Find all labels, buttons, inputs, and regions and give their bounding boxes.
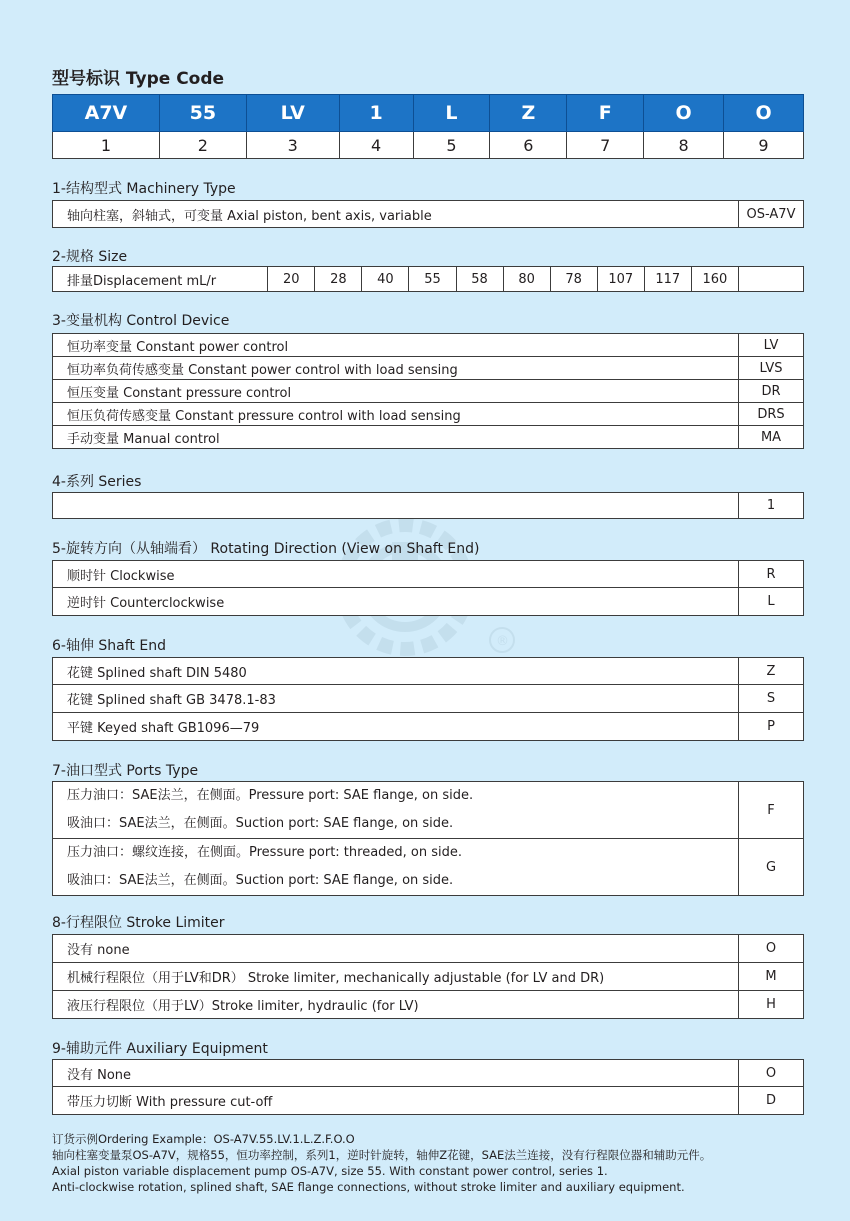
option-code: F [739, 782, 804, 839]
size-empty-cell [738, 267, 803, 292]
option-code: D [739, 1087, 804, 1115]
option-code: R [739, 561, 804, 588]
type-code-cell-7: F [567, 95, 644, 132]
svg-text:®: ® [496, 634, 509, 649]
option-desc [53, 782, 739, 839]
ordering-example-line: Axial piston variable displacement pump OS-A7V, size 55. With constant power control, series 1. [52, 1164, 608, 1178]
section-title-machinery-type: 1-结构型式 Machinery Type [52, 181, 236, 197]
section-title-control-device: 3-变量机构 Control Device [52, 313, 230, 329]
option-desc [53, 493, 739, 519]
option-desc: 恒功率负荷传感变量 Constant power control with load sensing [53, 357, 739, 380]
option-code: O [739, 935, 804, 963]
size-value: 107 [597, 267, 644, 292]
option-code: OS-A7V [739, 201, 804, 228]
shaft-end-table [52, 657, 804, 741]
control-device-table [52, 333, 804, 449]
option-code: Z [739, 658, 804, 685]
type-code-number-7: 7 [567, 132, 644, 159]
type-code-table [52, 94, 804, 159]
size-value: 78 [550, 267, 597, 292]
rotating-direction-table [52, 560, 804, 616]
option-code: LV [739, 334, 804, 357]
section-title-stroke-limiter: 8-行程限位 Stroke Limiter [52, 915, 225, 931]
size-value: 55 [409, 267, 456, 292]
option-desc: 机械行程限位（用于LV和DR） Stroke limiter, mechanically adjustable (for LV and DR) [53, 963, 739, 991]
type-code-cell-1: A7V [53, 95, 160, 132]
option-code: DRS [739, 403, 804, 426]
option-code: L [739, 588, 804, 616]
option-desc-line: 吸油口：SAE法兰，在侧面。Suction port: SAE flange, on side. [67, 873, 454, 888]
type-code-cell-8: O [644, 95, 724, 132]
type-code-number-5: 5 [413, 132, 490, 159]
size-value: 117 [644, 267, 691, 292]
option-desc-line: 压力油口：SAE法兰，在侧面。Pressure port: SAE flange, on side. [67, 788, 474, 803]
size-value: 28 [315, 267, 362, 292]
section-title-ports-type: 7-油口型式 Ports Type [52, 763, 199, 779]
type-code-number-2: 2 [159, 132, 246, 159]
option-desc: 没有 none [53, 935, 739, 963]
type-code-cell-9: O [724, 95, 804, 132]
option-code: S [739, 685, 804, 713]
option-desc-line: 压力油口：螺纹连接，在侧面。Pressure port: threaded, on side. [67, 845, 463, 860]
option-desc: 手动变量 Manual control [53, 426, 739, 449]
option-code: P [739, 713, 804, 741]
series-table [52, 492, 804, 519]
type-code-number-9: 9 [724, 132, 804, 159]
auxiliary-equipment-table [52, 1059, 804, 1115]
section-title-size: 2-规格 Size [52, 249, 128, 265]
section-title-series: 4-系列 Series [52, 474, 142, 490]
section-title-rotating-direction: 5-旋转方向（从轴端看） Rotating Direction (View on Shaft End) [52, 541, 480, 557]
size-value: 160 [691, 267, 738, 292]
machinery-type-table [52, 200, 804, 228]
size-value: 58 [456, 267, 503, 292]
option-desc [53, 839, 739, 896]
size-value: 20 [268, 267, 315, 292]
option-desc: 花键 Splined shaft DIN 5480 [53, 658, 739, 685]
displacement-label: 排量Displacement mL/r [53, 267, 268, 292]
option-desc: 液压行程限位（用于LV）Stroke limiter, hydraulic (for LV) [53, 991, 739, 1019]
ordering-example-line: 订货示例Ordering Example：OS-A7V.55.LV.1.L.Z.F.O.O [52, 1132, 355, 1146]
option-code: H [739, 991, 804, 1019]
option-desc: 平键 Keyed shaft GB1096—79 [53, 713, 739, 741]
type-code-number-8: 8 [644, 132, 724, 159]
type-code-cell-4: 1 [339, 95, 413, 132]
size-value: 40 [362, 267, 409, 292]
option-desc: 恒压负荷传感变量 Constant pressure control with load sensing [53, 403, 739, 426]
option-desc: 顺时针 Clockwise [53, 561, 739, 588]
ordering-example-line: 轴向柱塞变量泵OS-A7V，规格55，恒功率控制，系列1，逆时针旋转，轴伸Z花键，SAE法兰连接，没有行程限位器和辅助元件。 [52, 1148, 712, 1162]
option-code: 1 [739, 493, 804, 519]
option-desc: 花键 Splined shaft GB 3478.1-83 [53, 685, 739, 713]
option-code: M [739, 963, 804, 991]
ordering-example-line: Anti-clockwise rotation, splined shaft, SAE flange connections, without stroke limiter and auxiliary equipment. [52, 1180, 685, 1194]
ports-type-table [52, 781, 804, 896]
stroke-limiter-table [52, 934, 804, 1019]
option-desc: 没有 None [53, 1060, 739, 1087]
option-desc-line: 吸油口：SAE法兰，在侧面。Suction port: SAE flange, on side. [67, 816, 454, 831]
option-code: MA [739, 426, 804, 449]
section-title-shaft-end: 6-轴伸 Shaft End [52, 638, 166, 654]
size-value: 80 [503, 267, 550, 292]
type-code-cell-6: Z [490, 95, 567, 132]
type-code-number-6: 6 [490, 132, 567, 159]
type-code-number-4: 4 [339, 132, 413, 159]
option-code: G [739, 839, 804, 896]
option-code: DR [739, 380, 804, 403]
page-title: 型号标识 Type Code [52, 69, 225, 89]
type-code-number-3: 3 [246, 132, 339, 159]
option-desc: 带压力切断 With pressure cut-off [53, 1087, 739, 1115]
type-code-cell-3: LV [246, 95, 339, 132]
type-code-number-1: 1 [53, 132, 160, 159]
type-code-cell-2: 55 [159, 95, 246, 132]
type-code-cell-5: L [413, 95, 490, 132]
size-table [52, 266, 804, 292]
option-code: LVS [739, 357, 804, 380]
option-desc: 恒功率变量 Constant power control [53, 334, 739, 357]
option-desc: 轴向柱塞，斜轴式，可变量 Axial piston, bent axis, variable [53, 201, 739, 228]
ordering-example [52, 1131, 711, 1195]
section-title-auxiliary-equipment: 9-辅助元件 Auxiliary Equipment [52, 1041, 268, 1057]
option-desc: 逆时针 Counterclockwise [53, 588, 739, 616]
option-code: O [739, 1060, 804, 1087]
option-desc: 恒压变量 Constant pressure control [53, 380, 739, 403]
